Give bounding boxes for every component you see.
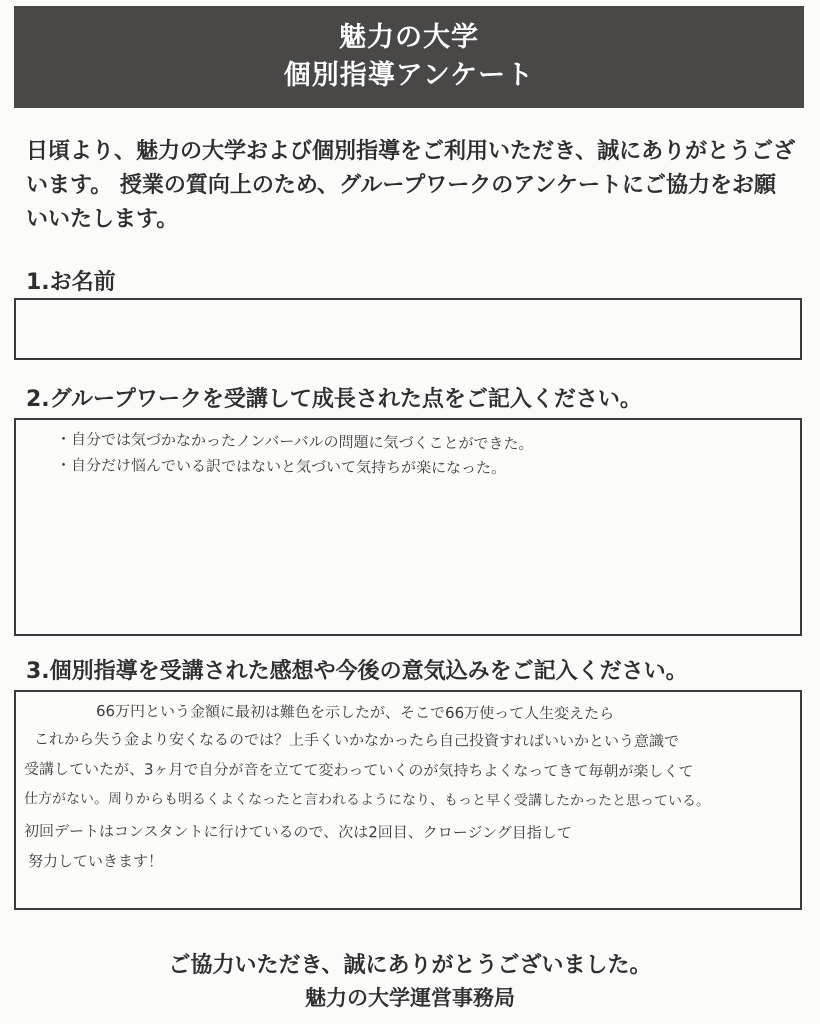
intro-text: 日頃より、魅力の大学および個別指導をご利用いただき、誠にありがとうございます。 授業の質向上のため、グループワークのアンケートにご協力をお願いいたします。 [26,139,796,232]
q3-answer-line: 受講していたが、3ヶ月で自分が音を立てて変わっていくのが気持ちよくなってきて毎朝が楽しくて [23,760,694,781]
q3-answer-line: 仕方がない。周りからも明るくよくなったと言われるようになり、もっと早く受講したかったと思っている。 [23,791,711,810]
q2-answer-line: ・自分では気づかなかったノンバーバルの問題に気づくことができた。 [55,430,534,454]
q3-answer-box[interactable] [14,690,802,910]
name-field[interactable] [14,298,802,360]
q3-answer-line: 努力していきます！ [28,852,164,870]
q2-answer-line: ・自分だけ悩んでいる訳ではないと気づいて気持ちが楽になった。 [55,456,507,478]
page-header [14,6,804,108]
q1-label: 1.お名前 [26,270,116,295]
q2-label: 2.グループワークを受講して成長された点をご記入ください。 [26,387,642,412]
header-subtitle: 個別指導アンケート [283,60,535,91]
q3-answer-line: 66万円という金額に最初は難色を示したが、そこで66万使って人生変えたら [95,702,615,723]
footer-thanks: ご協力いただき、誠にありがとうございました。 [168,953,652,978]
q3-answer-line: これから失う金より安くなるのでは？上手くいかなかったら自己投資すればいいかという意識で [33,730,680,751]
header-title: 魅力の大学 [339,22,479,53]
q3-answer-line: 初回デートはコンスタントに行けているので、次は2回目、クロージング目指して [23,822,572,842]
footer-office: 魅力の大学運営事務局 [305,986,515,1010]
q2-answer-box[interactable] [14,418,802,636]
q3-label: 3.個別指導を受講された感想や今後の意気込みをご記入ください。 [26,659,688,684]
